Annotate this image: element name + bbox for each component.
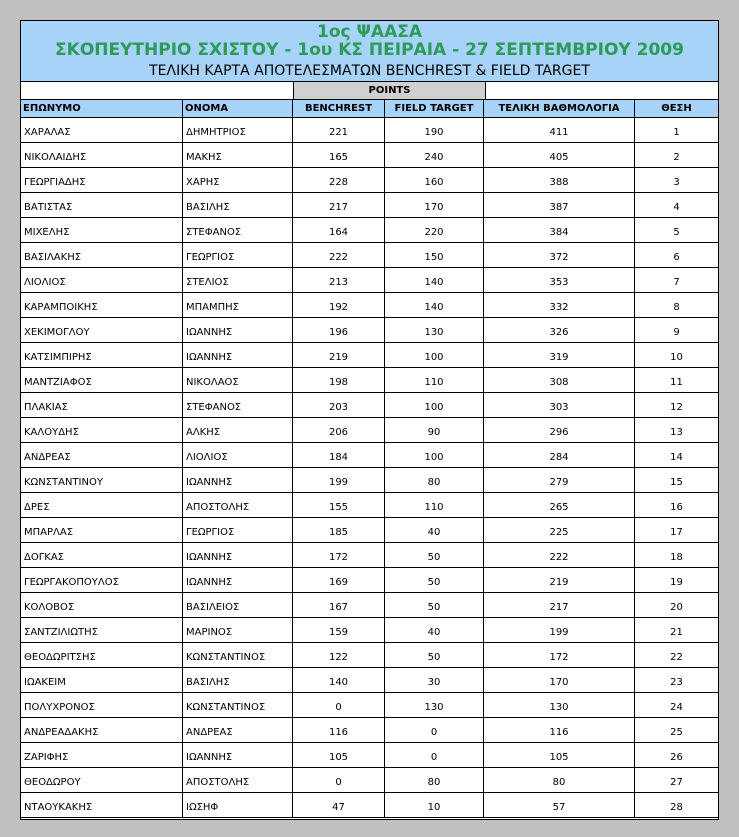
header-field-target: FIELD TARGET [385,100,484,117]
benchrest-cell: 47 [293,793,385,817]
field-target-cell: 100 [385,443,484,467]
position-cell: 21 [670,627,683,638]
final-score-cell: 199 [484,618,635,642]
position-cell: 15 [670,477,683,488]
final-score-cell: 225 [484,518,635,542]
final-score-cell: 172 [484,643,635,667]
table-row [21,743,718,768]
final-score-cell: 80 [484,768,635,792]
surname-cell: ΠΟΛΥΧΡΟΝΟΣ [21,693,183,717]
name-cell: ΙΩΑΝΝΗΣ [183,343,293,367]
surname-cell: ΜΠΑΡΛΑΣ [21,518,183,542]
benchrest-cell: 228 [293,168,385,192]
surname-cell: ΔΡΕΣ [21,493,183,517]
position-cell: 3 [673,177,680,188]
name-cell: ΚΩΝΣΤΑΝΤΙΝΟΣ [183,693,293,717]
field-target-cell: 30 [385,668,484,692]
table-row [21,468,718,493]
benchrest-cell: 0 [293,768,385,792]
name-cell: ΧΑΡΗΣ [183,168,293,192]
field-target-cell: 80 [385,768,484,792]
position-cell: 25 [670,727,683,738]
surname-cell: ΖΑΡΙΦΗΣ [21,743,183,767]
benchrest-cell: 116 [293,718,385,742]
field-target-cell: 80 [385,468,484,492]
name-cell: ΑΝΔΡΕΑΣ [183,718,293,742]
final-score-cell: 105 [484,743,635,767]
position-cell: 22 [670,652,683,663]
final-score-cell: 279 [484,468,635,492]
column-header-row [21,99,718,118]
benchrest-cell: 165 [293,143,385,167]
surname-cell: ΚΟΛΟΒΟΣ [21,593,183,617]
position-cell: 18 [670,552,683,563]
final-score-cell: 116 [484,718,635,742]
field-target-cell: 100 [385,393,484,417]
final-score-cell: 130 [484,693,635,717]
table-row [21,243,718,268]
position-cell: 26 [670,752,683,763]
name-cell: ΜΑΚΗΣ [183,143,293,167]
benchrest-cell: 217 [293,193,385,217]
header-benchrest: BENCHREST [293,100,385,117]
position-cell: 6 [673,252,680,263]
benchrest-cell: 221 [293,118,385,142]
field-target-cell: 0 [385,743,484,767]
table-row [21,393,718,418]
surname-cell: ΠΛΑΚΙΑΣ [21,393,183,417]
table-row [21,293,718,318]
surname-cell: ΜΑΝΤΖΙΑΦΟΣ [21,368,183,392]
field-target-cell: 110 [385,493,484,517]
field-target-cell: 220 [385,218,484,242]
table-row [21,793,718,818]
benchrest-cell: 169 [293,568,385,592]
position-cell: 20 [670,602,683,613]
surname-cell: ΙΩΑΚΕΙΜ [21,668,183,692]
field-target-cell: 190 [385,118,484,142]
field-target-cell: 50 [385,543,484,567]
surname-cell: ΧΑΡΑΛΑΣ [21,118,183,142]
name-cell: ΓΕΩΡΓΙΟΣ [183,243,293,267]
final-score-cell: 217 [484,593,635,617]
name-cell: ΒΑΣΙΛΗΣ [183,193,293,217]
position-cell: 12 [670,402,683,413]
position-cell: 10 [670,352,683,363]
table-row [21,418,718,443]
field-target-cell: 140 [385,268,484,292]
header-position: ΘΕΣΗ [661,103,692,114]
name-cell: ΙΩΑΝΝΗΣ [183,568,293,592]
header-name: ΟΝΟΜΑ [183,100,293,117]
final-score-cell: 319 [484,343,635,367]
final-score-cell: 303 [484,393,635,417]
field-target-cell: 160 [385,168,484,192]
benchrest-cell: 140 [293,668,385,692]
surname-cell: ΜΙΧΕΛΗΣ [21,218,183,242]
title-banner [21,21,718,82]
field-target-cell: 40 [385,618,484,642]
field-target-cell: 110 [385,368,484,392]
name-cell: ΒΑΣΙΛΕΙΟΣ [183,593,293,617]
header-surname: ΕΠΩΝΥΜΟ [21,100,183,117]
table-row [21,543,718,568]
table-row [21,168,718,193]
table-row [21,268,718,293]
benchrest-cell: 159 [293,618,385,642]
table-row [21,768,718,793]
final-score-cell: 405 [484,143,635,167]
table-row [21,118,718,143]
name-cell: ΒΑΣΙΛΗΣ [183,668,293,692]
surname-cell: ΒΑΣΙΛΑΚΗΣ [21,243,183,267]
table-row [21,693,718,718]
name-cell: ΚΩΝΣΤΑΝΤΙΝΟΣ [183,643,293,667]
benchrest-cell: 192 [293,293,385,317]
benchrest-cell: 196 [293,318,385,342]
position-cell: 5 [673,227,680,238]
name-cell: ΑΠΟΣΤΟΛΗΣ [183,768,293,792]
name-cell: ΑΛΚΗΣ [183,418,293,442]
name-cell: ΓΕΩΡΓΙΟΣ [183,518,293,542]
field-target-cell: 0 [385,718,484,742]
benchrest-cell: 105 [293,743,385,767]
name-cell: ΙΩΑΝΝΗΣ [183,743,293,767]
benchrest-cell: 172 [293,543,385,567]
field-target-cell: 10 [385,793,484,817]
position-cell: 1 [673,127,680,138]
name-cell: ΔΗΜΗΤΡΙΟΣ [183,118,293,142]
table-row [21,668,718,693]
surname-cell: ΘΕΟΔΩΡΟΥ [21,768,183,792]
table-row [21,218,718,243]
name-cell: ΛΙΟΛΙΟΣ [183,443,293,467]
surname-cell: ΚΑΡΑΜΠΟΙΚΗΣ [21,293,183,317]
final-score-cell: 388 [484,168,635,192]
name-cell: ΜΠΑΜΠΗΣ [183,293,293,317]
table-row [21,718,718,743]
final-score-cell: 308 [484,368,635,392]
results-table-body [21,118,718,818]
final-score-cell: 57 [484,793,635,817]
position-cell: 9 [673,327,680,338]
position-cell: 4 [673,202,680,213]
position-cell: 27 [670,777,683,788]
surname-cell: ΘΕΟΔΩΡΙΤΣΗΣ [21,643,183,667]
position-cell: 24 [670,702,683,713]
position-cell: 28 [670,802,683,813]
table-row [21,518,718,543]
field-target-cell: 50 [385,568,484,592]
surname-cell: ΚΑΤΣΙΜΠΙΡΗΣ [21,343,183,367]
surname-cell: ΧΕΚΙΜΟΓΛΟΥ [21,318,183,342]
surname-cell: ΔΟΓΚΑΣ [21,543,183,567]
final-score-cell: 384 [484,218,635,242]
position-cell: 8 [673,302,680,313]
final-score-cell: 219 [484,568,635,592]
benchrest-cell: 122 [293,643,385,667]
name-cell: ΙΩΑΝΝΗΣ [183,318,293,342]
field-target-cell: 100 [385,343,484,367]
field-target-cell: 150 [385,243,484,267]
final-score-cell: 170 [484,668,635,692]
benchrest-cell: 213 [293,268,385,292]
benchrest-cell: 203 [293,393,385,417]
position-cell: 23 [670,677,683,688]
table-row [21,193,718,218]
benchrest-cell: 0 [293,693,385,717]
points-group-header: POINTS [293,82,486,99]
benchrest-cell: 167 [293,593,385,617]
field-target-cell: 130 [385,693,484,717]
table-row [21,368,718,393]
name-cell: ΝΙΚΟΛΑΟΣ [183,368,293,392]
surname-cell: ΑΝΔΡΕΑΔΑΚΗΣ [21,718,183,742]
position-cell: 16 [670,502,683,513]
surname-cell: ΝΤΑΟΥΚΑΚΗΣ [21,793,183,817]
field-target-cell: 90 [385,418,484,442]
benchrest-cell: 219 [293,343,385,367]
field-target-cell: 170 [385,193,484,217]
final-score-cell: 353 [484,268,635,292]
surname-cell: ΛΙΟΛΙΟΣ [21,268,183,292]
surname-cell: ΓΕΩΡΓΙΑΔΗΣ [21,168,183,192]
name-cell: ΣΤΕΦΑΝΟΣ [183,218,293,242]
benchrest-cell: 198 [293,368,385,392]
final-score-cell: 265 [484,493,635,517]
table-row [21,593,718,618]
surname-cell: ΓΕΩΡΓΑΚΟΠΟΥΛΟΣ [21,568,183,592]
event-title: 1ος ΨΑΑΣΑ [316,22,423,42]
position-cell: 11 [670,377,683,388]
results-sheet [20,20,719,820]
surname-cell: ΚΩΝΣΤΑΝΤΙΝΟΥ [21,468,183,492]
table-row [21,143,718,168]
surname-cell: ΑΝΔΡΕΑΣ [21,443,183,467]
table-row [21,318,718,343]
final-score-cell: 332 [484,293,635,317]
results-card-title: ΤΕΛΙΚΗ ΚΑΡΤΑ ΑΠΟΤΕΛΕΣΜΑΤΩΝ BENCHREST & FIELD TARGET [149,63,590,79]
final-score-cell: 372 [484,243,635,267]
final-score-cell: 411 [484,118,635,142]
name-cell: ΙΩΣΗΦ [183,793,293,817]
benchrest-cell: 184 [293,443,385,467]
table-row [21,493,718,518]
surname-cell: ΒΑΤΙΣΤΑΣ [21,193,183,217]
final-score-cell: 222 [484,543,635,567]
field-target-cell: 140 [385,293,484,317]
table-row [21,643,718,668]
name-cell: ΑΠΟΣΤΟΛΗΣ [183,493,293,517]
name-cell: ΣΤΕΛΙΟΣ [183,268,293,292]
field-target-cell: 130 [385,318,484,342]
final-score-cell: 284 [484,443,635,467]
field-target-cell: 40 [385,518,484,542]
table-row [21,443,718,468]
position-cell: 19 [670,577,683,588]
table-row [21,343,718,368]
surname-cell: ΝΙΚΟΛΑΙΔΗΣ [21,143,183,167]
name-cell: ΣΤΕΦΑΝΟΣ [183,393,293,417]
position-cell: 2 [673,152,680,163]
position-cell: 7 [673,277,680,288]
position-cell: 14 [670,452,683,463]
header-final-score: ΤΕΛΙΚΗ ΒΑΘΜΟΛΟΓΙΑ [484,100,635,117]
field-target-cell: 240 [385,143,484,167]
benchrest-cell: 222 [293,243,385,267]
benchrest-cell: 155 [293,493,385,517]
field-target-cell: 50 [385,593,484,617]
benchrest-cell: 199 [293,468,385,492]
surname-cell: ΣΑΝΤΖΙΛΙΩΤΗΣ [21,618,183,642]
event-subtitle: ΣΚΟΠΕΥΤΗΡΙΟ ΣΧΙΣΤΟΥ - 1ου ΚΣ ΠΕΙΡΑΙΑ - 27 ΣΕΠΤΕΜΒΡΙΟΥ 2009 [55,40,684,60]
table-row [21,568,718,593]
table-row [21,618,718,643]
surname-cell: ΚΑΛΟΥΔΗΣ [21,418,183,442]
final-score-cell: 326 [484,318,635,342]
position-cell: 17 [670,527,683,538]
benchrest-cell: 185 [293,518,385,542]
name-cell: ΜΑΡΙΝΟΣ [183,618,293,642]
final-score-cell: 387 [484,193,635,217]
name-cell: ΙΩΑΝΝΗΣ [183,543,293,567]
field-target-cell: 50 [385,643,484,667]
position-cell: 13 [670,427,683,438]
final-score-cell: 296 [484,418,635,442]
benchrest-cell: 164 [293,218,385,242]
name-cell: ΙΩΑΝΝΗΣ [183,468,293,492]
benchrest-cell: 206 [293,418,385,442]
